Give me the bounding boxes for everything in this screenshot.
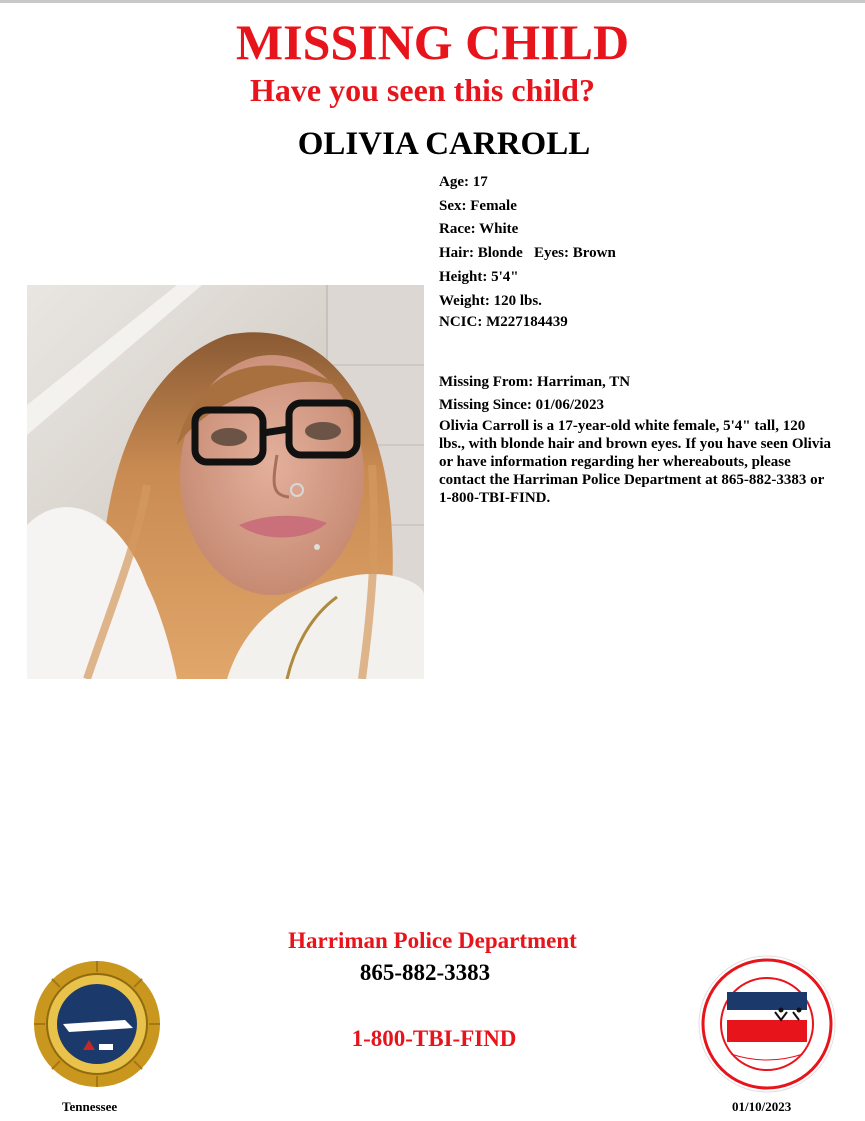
child-name: OLIVIA CARROLL [297,126,591,162]
poster-subtitle: Have you seen this child? [250,72,595,108]
locater-logo [697,954,837,1094]
details-block [439,171,616,332]
child-photo [27,285,424,679]
sex-field: Sex: Female [439,197,517,214]
locater-logo-icon [697,954,837,1094]
footer-date: 01/10/2023 [732,1099,792,1114]
weight-field: Weight: 120 lbs. [439,292,542,309]
tbi-seal-logo [33,960,161,1088]
tbi-hotline: 1-800-TBI-FIND [351,1026,517,1051]
missing-since: Missing Since: 01/06/2023 [439,397,605,413]
agency-name: Harriman Police Department [288,928,577,953]
child-photo-image [27,285,424,679]
top-border [0,0,865,3]
missing-description: Olivia Carroll is a 17-year-old white female, 5'4" tall, 120 lbs., with blonde hair and brown eyes. If you have seen Olivia or have information regarding her whereabouts, please contact the Harriman Police Department at 865-882-3383 or 1-800-TBI-FIND. [439,418,832,506]
tbi-seal-icon [33,960,161,1088]
missing-block [439,371,834,507]
poster-title: MISSING CHILD [235,14,630,70]
hair-field: Hair: Blonde [439,245,523,262]
height-field: Height: 5'4" [439,268,519,285]
missing-from: Missing From: Harriman, TN [439,374,631,390]
age-field: Age: 17 [439,174,488,190]
agency-phone: 865-882-3383 [359,960,491,985]
hair-eyes-row [439,242,616,266]
eyes-field: Eyes: Brown [534,245,616,262]
footer-state: Tennessee [62,1099,118,1114]
ncic-field: NCIC: M227184439 [439,314,568,331]
race-field: Race: White [439,221,519,238]
